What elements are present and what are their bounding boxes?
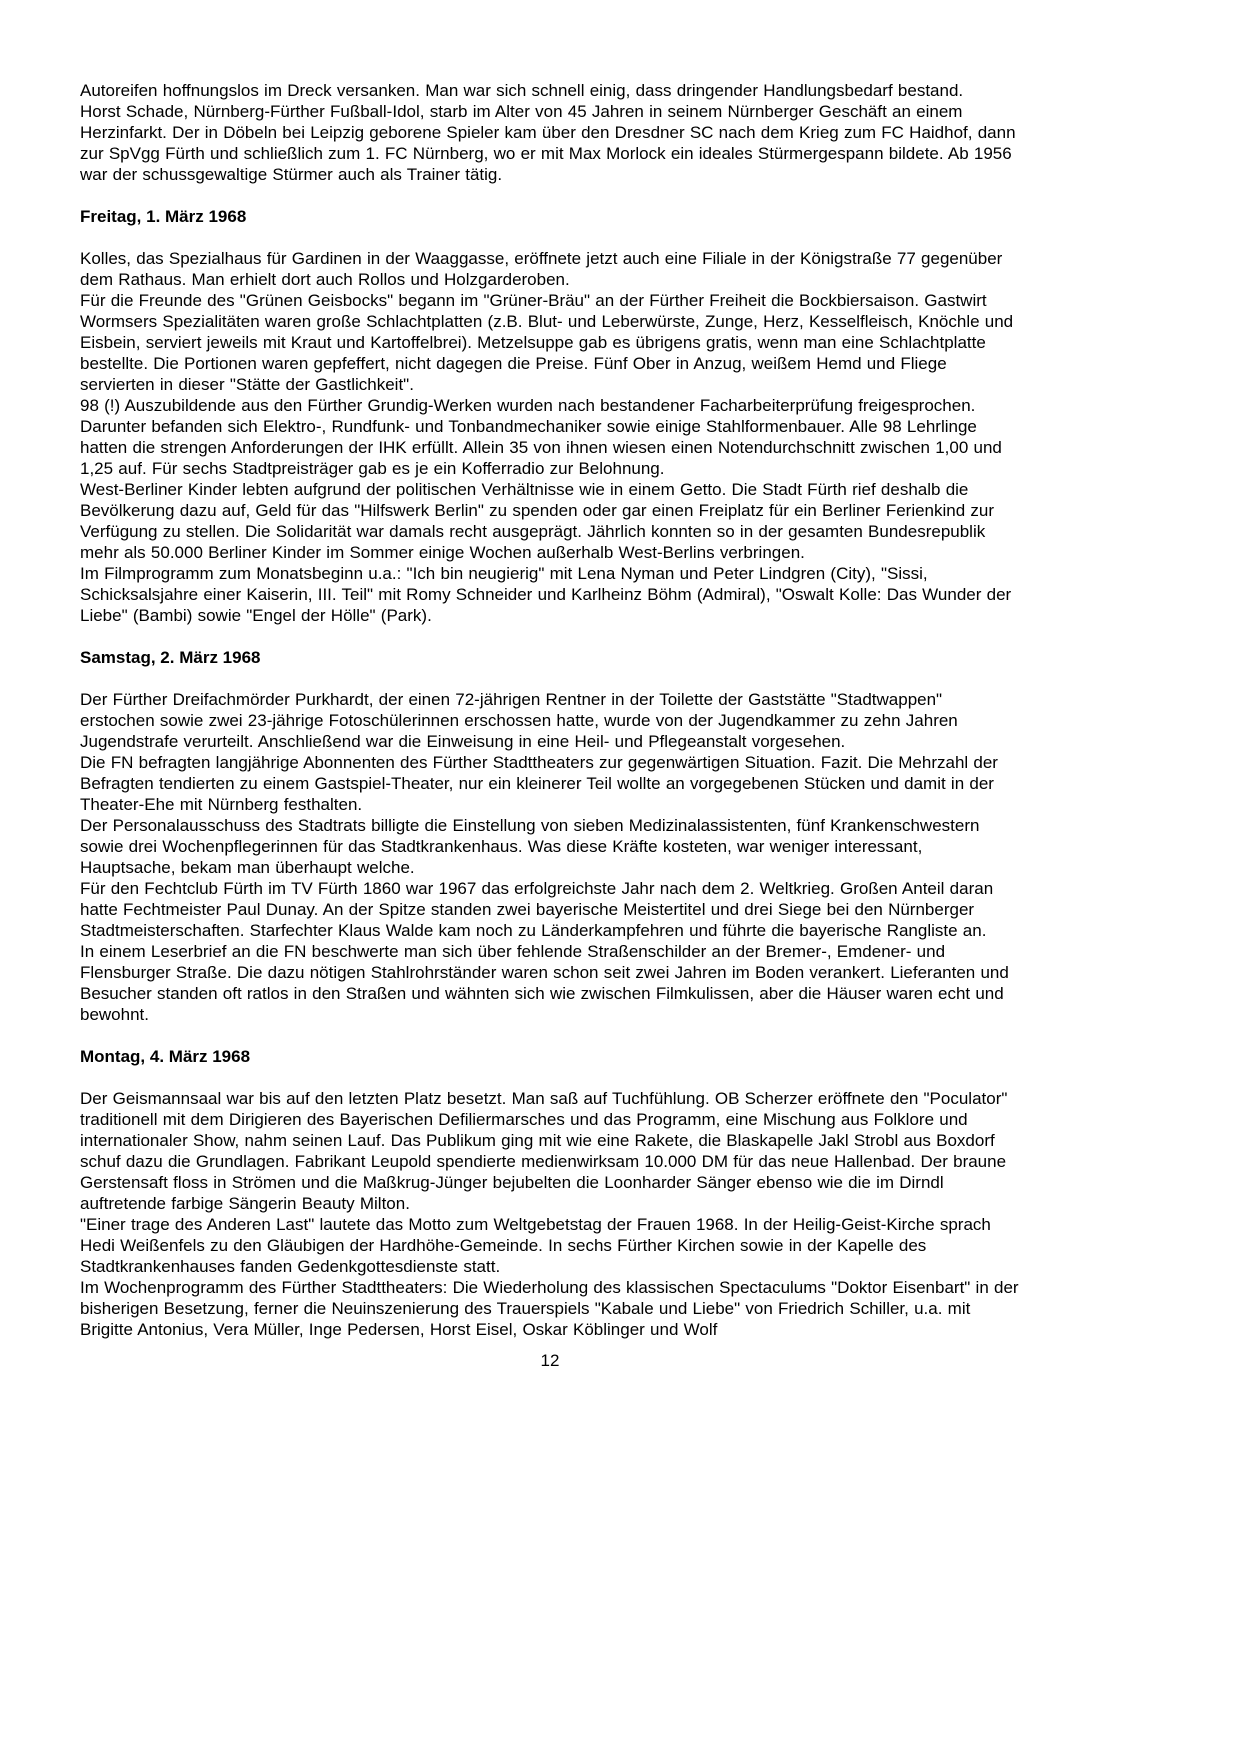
section-heading: Montag, 4. März 1968 [80,1047,251,1066]
section-heading: Samstag, 2. März 1968 [80,648,261,667]
paragraph: Für die Freunde des "Grünen Geisbocks" begann im "Grüner-Bräu" an der Fürther Freiheit die Bockbiersaison. Gastwirt Wormsers Spezialitäten waren große Schlachtplatten (z.B. Blut- und Leberwürste, Zunge, Herz, Kesselfleisch, Knöchle und Eisbein, serviert jeweils mit Kraut und Kartoffelbrei). Metzelsuppe gab es übrigens gratis, wenn man eine Schlachtplatte bestellte. Die Portionen waren gepfeffert, nicht dagegen die Preise. Fünf Ober in Anzug, weißem Hemd und Fliege servierten in dieser "Stätte der Gastlichkeit". [80,291,1014,394]
paragraph: West-Berliner Kinder lebten aufgrund der politischen Verhältnisse wie in einem Getto. Die Stadt Fürth rief deshalb die Bevölkerung dazu auf, Geld für das "Hilfswerk Berlin" zu spenden oder gar einen Freiplatz für ein Berliner Ferienkind zur Verfügung zu stellen. Die Solidarität war damals recht ausgeprägt. Jährlich konnten so in der gesamten Bundesrepublik mehr als 50.000 Berliner Kinder im Sommer einige Wochen außerhalb West-Berlins verbringen. [80,480,995,562]
paragraph: Für den Fechtclub Fürth im TV Fürth 1860 war 1967 das erfolgreichste Jahr nach dem 2. Weltkrieg. Großen Anteil daran hatte Fechtmeister Paul Dunay. An der Spitze standen zwei bayerische Meistertitel und drei Siege bei den Nürnberger Stadtmeisterschaften. Starfechter Klaus Walde kam noch zu Länderkampfehren und führte die bayerische Rangliste an. [80,879,994,940]
paragraph: Horst Schade, Nürnberg-Fürther Fußball-Idol, starb im Alter von 45 Jahren in seinem Nürnberger Geschäft an einem Herzinfarkt. Der in Döbeln bei Leipzig geborene Spieler kam über den Dresdner SC nach dem Krieg zum FC Haidhof, dann zur SpVgg Fürth und schließlich zum 1. FC Nürnberg, wo er mit Max Morlock ein ideales Stürmergespann bildete. Ab 1956 war der schussgewaltige Stürmer auch als Trainer tätig. [80,102,1016,184]
paragraph: 98 (!) Auszubildende aus den Fürther Grundig-Werken wurden nach bestandener Facharbeiterprüfung freigesprochen. Darunter befanden sich Elektro-, Rundfunk- und Tonbandmechaniker sowie einige Stahlformenbauer. Alle 98 Lehrlinge hatten die strengen Anforderungen der IHK erfüllt. Allein 35 von ihnen wiesen einen Notendurchschnitt zwischen 1,00 und 1,25 auf. Für sechs Stadtpreisträger gab es je ein Kofferradio zur Belohnung. [80,396,1002,478]
section-heading: Freitag, 1. März 1968 [80,207,247,226]
paragraph: Im Filmprogramm zum Monatsbeginn u.a.: "Ich bin neugierig" mit Lena Nyman und Peter Lindgren (City), "Sissi, Schicksalsjahre einer Kaiserin, III. Teil" mit Romy Schneider und Karlheinz Böhm (Admiral), "Oswalt Kolle: Das Wunder der Liebe" (Bambi) sowie "Engel der Hölle" (Park). [80,564,1012,625]
paragraph: In einem Leserbrief an die FN beschwerte man sich über fehlende Straßenschilder an der Bremer-, Emdener- und Flensburger Straße. Die dazu nötigen Stahlrohrständer waren schon seit zwei Jahren im Boden verankert. Lieferanten und Besucher standen oft ratlos in den Straßen und wähnten sich wie zwischen Filmkulissen, aber die Häuser waren echt und bewohnt. [80,942,1009,1024]
document-body [80,80,1020,1340]
paragraph: Kolles, das Spezialhaus für Gardinen in der Waaggasse, eröffnete jetzt auch eine Filiale in der Königstraße 77 gegenüber dem Rathaus. Man erhielt dort auch Rollos und Holzgarderoben. [80,249,1003,289]
paragraph: Der Personalausschuss des Stadtrats billigte die Einstellung von sieben Medizinalassistenten, fünf Krankenschwestern sowie drei Wochenpflegerinnen für das Stadtkrankenhaus. Was diese Kräfte kosteten, war weniger interessant, Hauptsache, bekam man überhaupt welche. [80,816,980,877]
paragraph: "Einer trage des Anderen Last" lautete das Motto zum Weltgebetstag der Frauen 1968. In der Heilig-Geist-Kirche sprach Hedi Weißenfels zu den Gläubigen der Hardhöhe-Gemeinde. In sechs Fürther Kirchen sowie in der Kapelle des Stadtkrankenhauses fanden Gedenkgottesdienste statt. [80,1215,991,1276]
page-number: 12 [540,1351,560,1370]
paragraph: Der Geismannsaal war bis auf den letzten Platz besetzt. Man saß auf Tuchfühlung. OB Scherzer eröffnete den "Poculator" traditionell mit dem Dirigieren des Bayerischen Defiliermarsches und das Programm, eine Mischung aus Folklore und internationaler Show, nahm seinen Lauf. Das Publikum ging mit wie eine Rakete, die Blaskapelle Jakl Strobl aus Boxdorf schuf dazu die Grundlagen. Fabrikant Leupold spendierte medienwirksam 10.000 DM für das neue Hallenbad. Der braune Gerstensaft floss in Strömen und die Maßkrug-Jünger bejubelten die Loonharder Sänger ebenso wie die im Dirndl auftretende farbige Sängerin Beauty Milton. [80,1089,1008,1213]
paragraph: Der Fürther Dreifachmörder Purkhardt, der einen 72-jährigen Rentner in der Toilette der Gaststätte "Stadtwappen" erstochen sowie zwei 23-jährige Fotoschülerinnen erschossen hatte, wurde von der Jugendkammer zu zehn Jahren Jugendstrafe verurteilt. Anschließend war die Einweisung in eine Heil- und Pflegeanstalt vorgesehen. [80,690,958,751]
paragraph: Im Wochenprogramm des Fürther Stadttheaters: Die Wiederholung des klassischen Spectaculums "Doktor Eisenbart" in der bisherigen Besetzung, ferner die Neuinszenierung des Trauerspiels "Kabale und Liebe" von Friedrich Schiller, u.a. mit Brigitte Antonius, Vera Müller, Inge Pedersen, Horst Eisel, Oskar Köblinger und Wolf [80,1278,1019,1339]
paragraph: Die FN befragten langjährige Abonnenten des Fürther Stadttheaters zur gegenwärtigen Situation. Fazit. Die Mehrzahl der Befragten tendierten zu einem Gastspiel-Theater, nur ein kleinerer Teil wollte an vorgegebenen Stücken und damit in der Theater-Ehe mit Nürnberg festhalten. [80,753,998,814]
paragraph: Autoreifen hoffnungslos im Dreck versanken. Man war sich schnell einig, dass dringender Handlungsbedarf bestand. [80,81,964,100]
